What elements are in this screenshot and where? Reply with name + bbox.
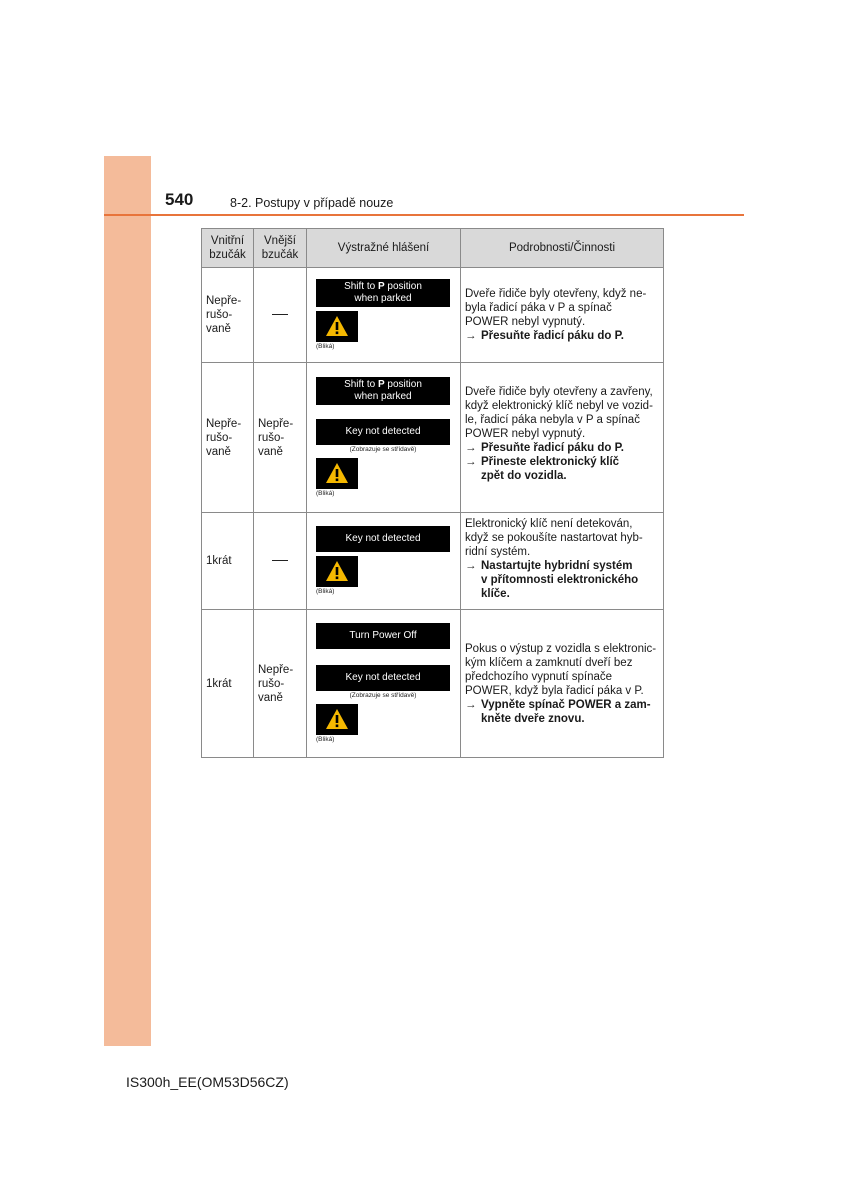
- internal-buzzer-cell: Nepře- rušo- vaně: [202, 363, 254, 513]
- table-row: [202, 363, 664, 513]
- header-rule: [104, 214, 744, 216]
- external-buzzer-cell: [254, 513, 307, 610]
- key-not-detected-message: Key not detected: [316, 665, 450, 691]
- page-number: 540: [165, 190, 194, 209]
- alternating-caption: (Zobrazuje se střídavě): [349, 446, 417, 453]
- turn-power-off-message: Turn Power Off: [316, 623, 450, 649]
- warning-icon: [316, 311, 358, 342]
- table-row: [202, 268, 664, 363]
- dash: [272, 560, 288, 561]
- arrow-right-icon: →: [465, 456, 477, 468]
- warning-icon: [316, 556, 358, 587]
- alternating-caption: (Zobrazuje se střídavě): [349, 692, 417, 699]
- internal-buzzer-cell: 1krát: [202, 513, 254, 610]
- key-not-detected-message: Key not detected: [316, 526, 450, 552]
- blink-caption: (Bliká): [316, 343, 335, 350]
- header-details: Podrobnosti/Činnosti: [461, 229, 664, 268]
- dash: [272, 314, 288, 315]
- internal-buzzer-cell: Nepře- rušo- vaně: [202, 268, 254, 363]
- action-item: → Nastartujte hybridní systém v přítomnosti elektronického klíče.: [465, 560, 639, 600]
- shift-to-p-message: Shift to P position when parked: [316, 279, 450, 307]
- action-item: → Přesuňte řadicí páku do P.: [465, 330, 624, 342]
- shift-to-p-message: Shift to P position when parked: [316, 377, 450, 405]
- details-cell: Dveře řidiče byly otevřeny a zavřeny, když elektronický klíč nebyl ve vozid- le, řadicí páka nebyla v P a spínač POWER nebyl vypnutý. → Přesuňte řadicí páku do P. → Přineste elektronický klíč zpět do vozidla.: [461, 363, 664, 513]
- details-cell: Dveře řidiče byly otevřeny, když ne- byla řadicí páka v P a spínač POWER nebyl vypnutý. → Přesuňte řadicí páku do P.: [461, 268, 664, 363]
- footer-model-code: IS300h_EE(OM53D56CZ): [126, 1074, 289, 1090]
- arrow-right-icon: →: [465, 698, 477, 711]
- arrow-right-icon: →: [465, 442, 477, 454]
- external-buzzer-cell: Nepře- rušo- vaně: [254, 363, 307, 513]
- details-cell: Elektronický klíč není detekován, když se pokoušíte nastartovat hyb- ridní systém. → Nastartujte hybridní systém v přítomnosti elektronického klíče.: [461, 513, 664, 610]
- warning-table: [201, 228, 664, 758]
- table-row: [202, 513, 664, 610]
- action-item: → Vypněte spínač POWER a zam- kněte dveře znovu.: [465, 698, 651, 725]
- header-external-buzzer: Vnější bzučák: [254, 229, 307, 268]
- side-band: [104, 156, 151, 1046]
- warning-message-cell: [307, 610, 461, 758]
- warning-message-cell: [307, 513, 461, 610]
- internal-buzzer-cell: 1krát: [202, 610, 254, 758]
- blink-caption: (Bliká): [316, 588, 335, 595]
- external-buzzer-cell: [254, 268, 307, 363]
- details-cell: Pokus o výstup z vozidla s elektronic- kým klíčem a zamknutí dveří bez předchozího vypnutí spínače POWER, když byla řadicí páka v P. → Vypněte spínač POWER a zam- kněte dveře znovu.: [461, 610, 664, 758]
- blink-caption: (Bliká): [316, 736, 335, 743]
- key-not-detected-message: Key not detected: [316, 419, 450, 445]
- arrow-right-icon: →: [465, 560, 477, 572]
- header-internal-buzzer: Vnitřní bzučák: [202, 229, 254, 268]
- arrow-right-icon: →: [465, 330, 477, 342]
- warning-message-cell: [307, 268, 461, 363]
- header-warning-message: Výstražné hlášení: [307, 229, 461, 268]
- warning-message-cell: [307, 363, 461, 513]
- warning-icon: [316, 458, 358, 489]
- section-title: 8-2. Postupy v případě nouze: [230, 196, 394, 210]
- table-row: [202, 610, 664, 758]
- external-buzzer-cell: Nepře- rušo- vaně: [254, 610, 307, 758]
- action-item: → Přineste elektronický klíč zpět do vozidla.: [465, 456, 620, 482]
- action-item: → Přesuňte řadicí páku do P.: [465, 442, 624, 454]
- warning-icon: [316, 704, 358, 735]
- table-header-row: [202, 229, 664, 268]
- blink-caption: (Bliká): [316, 490, 335, 497]
